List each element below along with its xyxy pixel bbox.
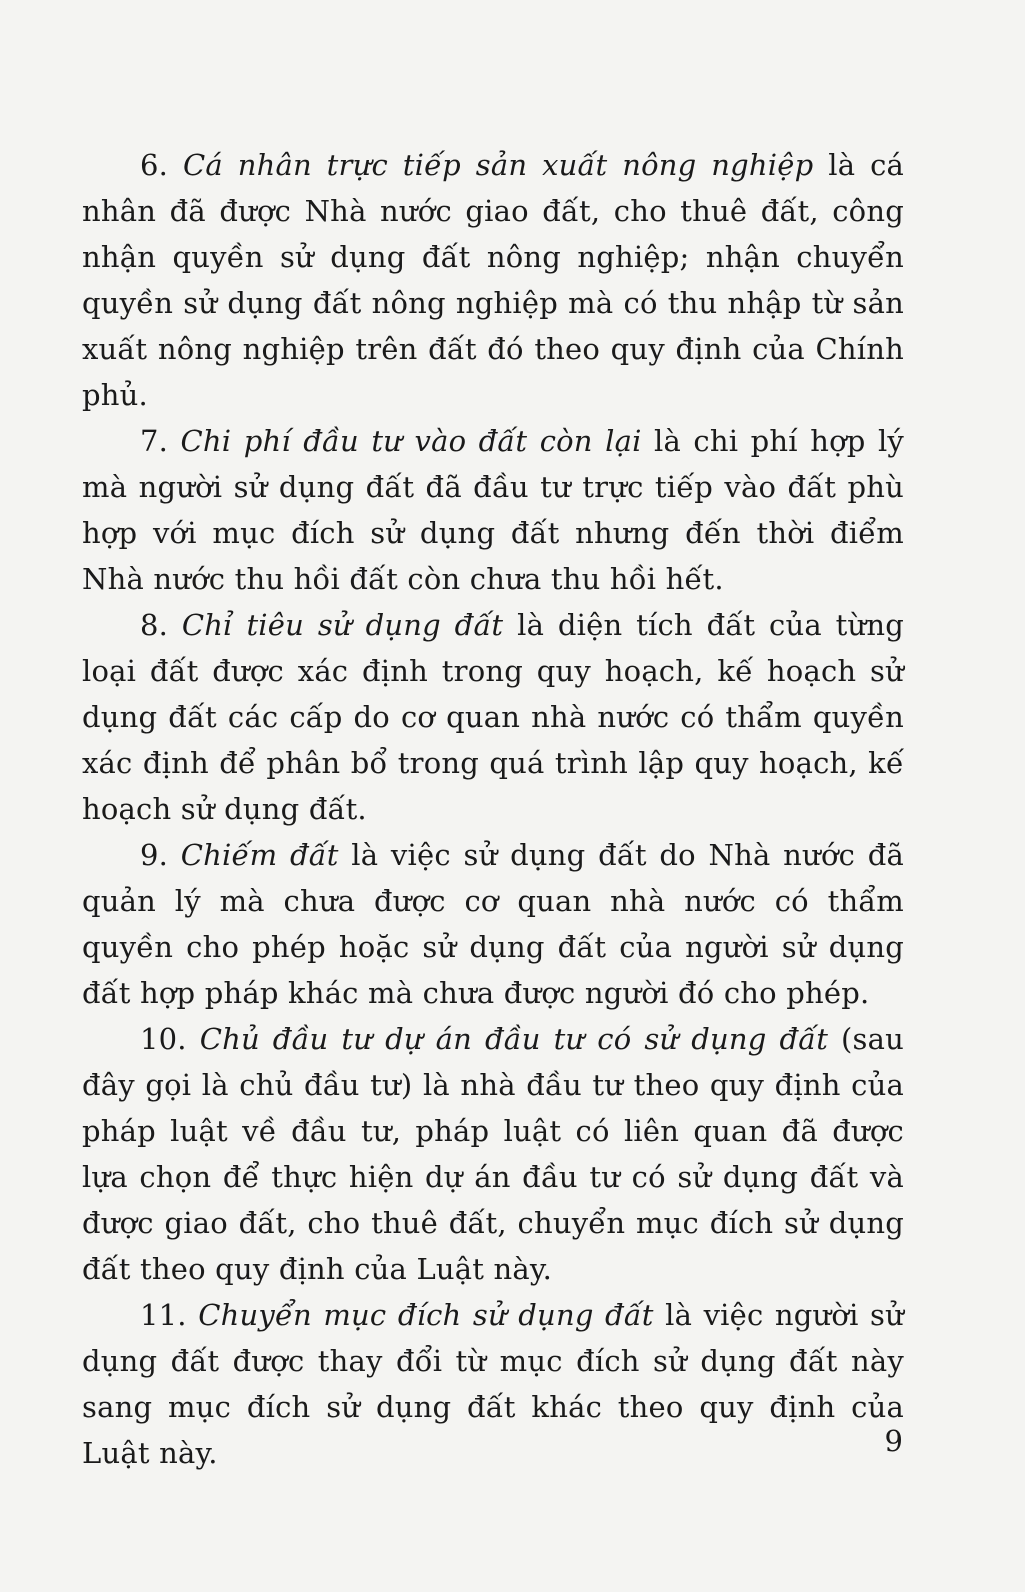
item-number: 6. [140,148,169,182]
definition-body: (sau đây gọi là chủ đầu tư) là nhà đầu tư theo quy định của pháp luật về đầu tư, pháp luật có liên quan đã được lựa chọn để thực hiện dự án đầu tư có sử dụng đất và được giao đất, cho thuê đất, chuyển mục đích sử dụng đất theo quy định của Luật này. [82,1022,905,1286]
definition-paragraph-7 [82,418,904,602]
item-number: 10. [140,1022,187,1056]
definition-body: là chi phí hợp lý mà người sử dụng đất đã đầu tư trực tiếp vào đất phù hợp với mục đích sử dụng đất nhưng đến thời điểm Nhà nước thu hồi đất còn chưa thu hồi hết. [82,424,905,596]
page-number: 9 [884,1424,903,1458]
definition-paragraph-6 [82,142,904,418]
definition-body: là việc người sử dụng đất được thay đổi từ mục đích sử dụng đất này sang mục đích sử dụng đất khác theo quy định của Luật này. [82,1298,905,1470]
item-number: 11. [140,1298,187,1332]
defined-term: Cá nhân trực tiếp sản xuất nông nghiệp [182,148,814,182]
defined-term: Chi phí đầu tư vào đất còn lại [180,424,642,458]
defined-term: Chiếm đất [180,838,339,872]
definition-body: là cá nhân đã được Nhà nước giao đất, cho thuê đất, công nhận quyền sử dụng đất nông nghiệp; nhận chuyển quyền sử dụng đất nông nghiệp mà có thu nhập từ sản xuất nông nghiệp trên đất đó theo quy định của Chính phủ. [82,148,905,412]
item-number: 7. [140,424,169,458]
body-text [82,142,904,1476]
definition-paragraph-11 [82,1292,904,1476]
item-number: 8. [140,608,169,642]
defined-term: Chủ đầu tư dự án đầu tư có sử dụng đất [199,1022,829,1056]
defined-term: Chỉ tiêu sử dụng đất [181,608,504,642]
definition-body: là diện tích đất của từng loại đất được xác định trong quy hoạch, kế hoạch sử dụng đất các cấp do cơ quan nhà nước có thẩm quyền xác định để phân bổ trong quá trình lập quy hoạch, kế hoạch sử dụng đất. [82,608,904,826]
defined-term: Chuyển mục đích sử dụng đất [198,1298,654,1332]
definition-paragraph-10 [82,1016,904,1292]
definition-paragraph-8 [82,602,904,832]
definition-body: là việc sử dụng đất do Nhà nước đã quản lý mà chưa được cơ quan nhà nước có thẩm quyền cho phép hoặc sử dụng đất của người sử dụng đất hợp pháp khác mà chưa được người đó cho phép. [82,838,904,1010]
definition-paragraph-9 [82,832,904,1016]
item-number: 9. [140,838,169,872]
